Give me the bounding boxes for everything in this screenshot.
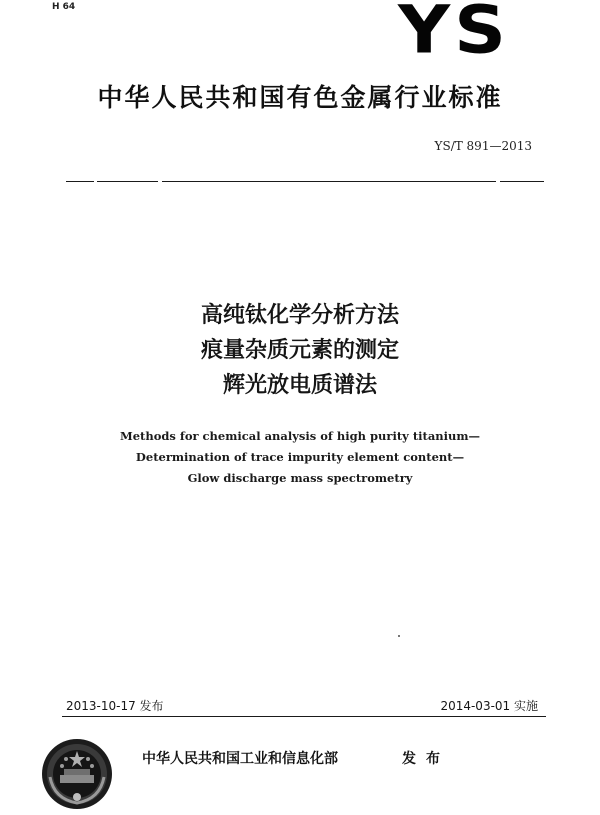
publisher: 中华人民共和国工业和信息化部 bbox=[142, 751, 338, 767]
title-en-line-2: Determination of trace impurity element content— bbox=[135, 450, 465, 464]
title-english bbox=[0, 426, 600, 489]
speck bbox=[398, 635, 400, 637]
ics-code: H 64 bbox=[52, 2, 76, 12]
standard-number: YS/T 891—2013 bbox=[434, 139, 532, 153]
title-en-line-3: Glow discharge mass spectrometry bbox=[187, 471, 413, 485]
title-zh-line-3: 辉光放电质谱法 bbox=[222, 373, 377, 398]
bottom-divider bbox=[62, 716, 546, 717]
standard-category: 中华人民共和国有色金属行业标准 bbox=[97, 83, 503, 112]
implement-date: 2014-03-01 实施 bbox=[440, 699, 538, 713]
issue-date: 2013-10-17 发布 bbox=[66, 699, 164, 713]
top-divider bbox=[66, 181, 544, 182]
title-en-line-1: Methods for chemical analysis of high purity titanium— bbox=[119, 429, 481, 443]
national-emblem-icon bbox=[40, 737, 114, 811]
ys-logo: YS bbox=[398, 0, 510, 69]
title-zh-line-2: 痕量杂质元素的测定 bbox=[200, 338, 399, 363]
publish-label: 发布 bbox=[402, 751, 450, 767]
title-chinese bbox=[0, 298, 600, 403]
title-zh-line-1: 高纯钛化学分析方法 bbox=[200, 303, 399, 328]
